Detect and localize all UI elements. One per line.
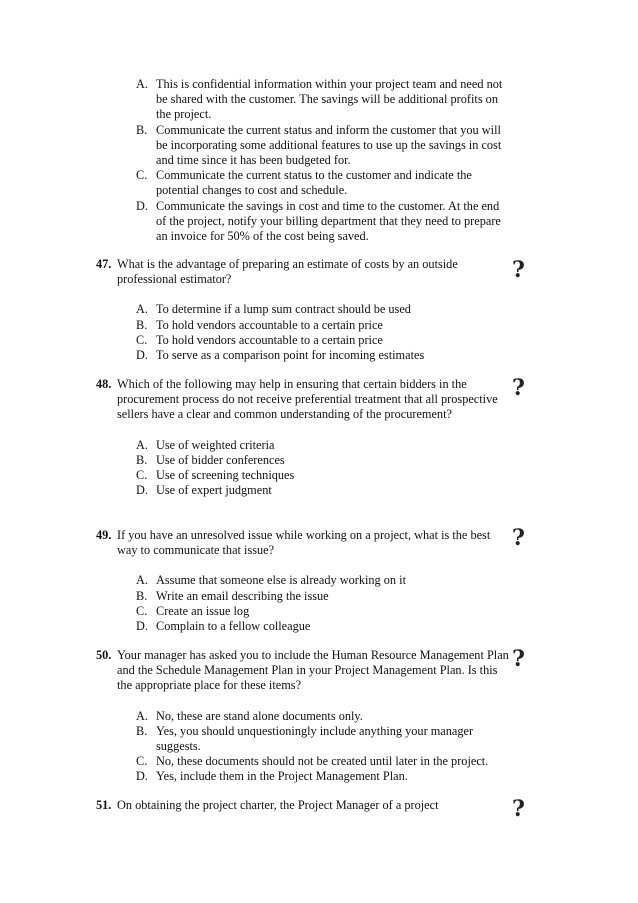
option-item — [136, 302, 510, 317]
option-letter: B. — [136, 317, 148, 332]
question-number: 51. — [96, 798, 112, 812]
question-stem: Which of the following may help in ensuring that certain bidders in the procurement process do not receive preferential treatment that all prospective sellers have a clear and common understanding of the procurement? — [117, 377, 498, 422]
option-text: No, these documents should not be created until later in the project. — [156, 754, 489, 769]
option-text: Use of weighted criteria — [156, 437, 275, 452]
option-letter: D. — [136, 619, 148, 634]
option-letter: C. — [136, 603, 148, 618]
option-letter: D. — [136, 769, 148, 784]
option-letter: A. — [136, 302, 148, 317]
option-letter: B. — [136, 122, 148, 137]
option-item — [136, 348, 510, 363]
question-51 — [96, 798, 510, 813]
question-stem: What is the advantage of preparing an estimate of costs by an outside professional estimator? — [117, 257, 458, 287]
option-text: To hold vendors accountable to a certain price — [156, 332, 383, 347]
option-text: Yes, include them in the Project Management Plan. — [156, 769, 408, 784]
option-text: Communicate the current status to the customer and indicate the potential changes to cost and schedule. — [156, 168, 472, 198]
question-mark-icon: ? — [512, 646, 525, 672]
option-text: This is confidential information within your project team and need not be shared with the customer. The savings will be additional profits on the project. — [156, 77, 503, 122]
option-text: No, these are stand alone documents only. — [156, 708, 363, 723]
option-text: Use of bidder conferences — [156, 452, 285, 467]
option-text: Communicate the current status and inform the customer that you will be incorporating some additional features to use up the savings in cost and time since it has been budgeted for. — [156, 122, 502, 168]
option-text: Use of screening techniques — [156, 468, 295, 483]
question-stem: If you have an unresolved issue while working on a project, what is the best way to communicate that issue? — [117, 528, 491, 558]
option-item — [136, 199, 508, 245]
carryover-options — [136, 77, 508, 244]
option-item — [136, 573, 510, 588]
question-47 — [96, 257, 510, 363]
option-item — [136, 168, 508, 198]
option-list — [136, 709, 510, 785]
option-letter: D. — [136, 198, 148, 213]
option-text: Write an email describing the issue — [156, 588, 329, 603]
option-letter: C. — [136, 468, 148, 483]
option-item — [136, 318, 510, 333]
option-item — [136, 77, 508, 123]
option-letter: A. — [136, 573, 148, 588]
option-letter: C. — [136, 332, 148, 347]
option-letter: B. — [136, 588, 148, 603]
option-letter: A. — [136, 708, 148, 723]
question-number: 48. — [96, 377, 112, 391]
option-item — [136, 453, 510, 468]
option-item — [136, 589, 510, 604]
option-text: Communicate the savings in cost and time to the customer. At the end of the project, notify your billing department that they need to prepare an invoice for 50% of the cost being saved. — [156, 198, 501, 244]
question-number: 49. — [96, 528, 112, 542]
option-letter: A. — [136, 437, 148, 452]
option-item — [136, 709, 510, 724]
option-letter: D. — [136, 483, 148, 498]
question-mark-icon: ? — [512, 375, 525, 401]
option-list — [136, 302, 510, 363]
option-item — [136, 769, 510, 784]
option-item — [136, 619, 510, 634]
question-mark-icon: ? — [512, 257, 525, 283]
option-text: Complain to a fellow colleague — [156, 619, 311, 634]
question-48 — [96, 377, 510, 498]
option-item — [136, 604, 510, 619]
question-mark-icon: ? — [512, 525, 525, 551]
option-letter: B. — [136, 452, 148, 467]
option-text: Create an issue log — [156, 603, 250, 618]
option-text: Use of expert judgment — [156, 483, 272, 498]
option-letter: B. — [136, 723, 148, 738]
option-letter: C. — [136, 754, 148, 769]
option-item — [136, 123, 508, 169]
question-number: 47. — [96, 257, 112, 271]
question-stem: On obtaining the project charter, the Project Manager of a project — [117, 798, 439, 812]
question-50 — [96, 648, 510, 785]
question-mark-icon: ? — [512, 796, 525, 822]
option-text: To determine if a lump sum contract should be used — [156, 302, 411, 317]
option-item — [136, 483, 510, 498]
question-stem: Your manager has asked you to include the Human Resource Management Plan and the Schedule Management Plan in your Project Management Plan. Is this the appropriate place for these items? — [117, 648, 509, 693]
option-item — [136, 724, 510, 754]
option-text: Yes, you should unquestioningly include anything your manager suggests. — [156, 723, 474, 754]
option-letter: D. — [136, 348, 148, 363]
option-letter: A. — [136, 77, 148, 91]
option-list — [136, 573, 510, 634]
option-text: To serve as a comparison point for incoming estimates — [156, 348, 425, 363]
question-number: 50. — [96, 648, 112, 662]
question-49 — [96, 528, 510, 634]
option-letter: C. — [136, 168, 148, 183]
option-item — [136, 468, 510, 483]
option-item — [136, 754, 510, 769]
option-list — [136, 438, 510, 499]
option-item — [136, 333, 510, 348]
option-text: To hold vendors accountable to a certain price — [156, 317, 383, 332]
option-item — [136, 438, 510, 453]
option-text: Assume that someone else is already working on it — [156, 573, 406, 588]
